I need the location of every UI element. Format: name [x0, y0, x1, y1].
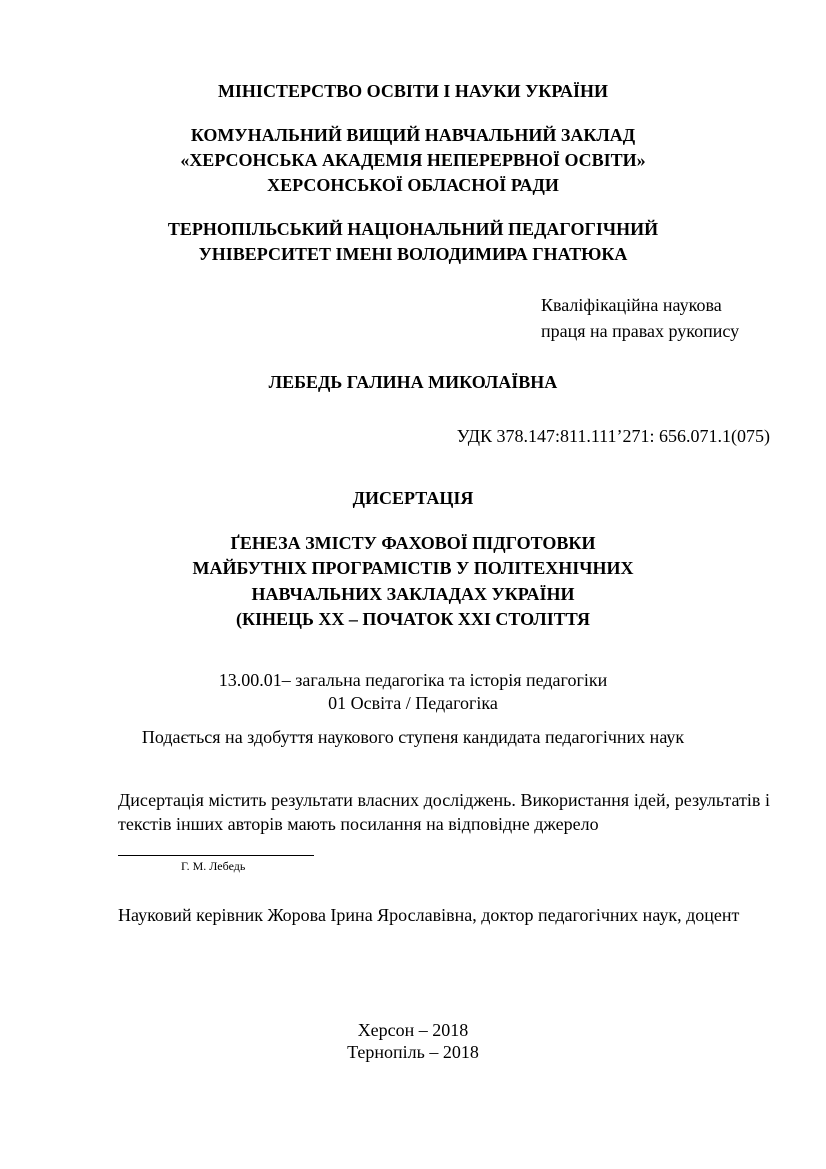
institution-1-line-3: ХЕРСОНСЬКОЇ ОБЛАСНОЇ РАДИ	[267, 175, 559, 195]
supervisor-info: Науковий керівник Жорова Ірина Ярославівна, доктор педагогічних наук, доцент	[118, 905, 740, 925]
manuscript-note-line-2: праця на правах рукопису	[541, 321, 740, 341]
institution-1-line-1: КОМУНАЛЬНИЙ ВИЩИЙ НАВЧАЛЬНИЙ ЗАКЛАД	[190, 125, 636, 145]
degree-statement: Подається на здобуття наукового ступеня кандидата педагогічних наук	[141, 727, 685, 747]
title-line-2: МАЙБУТНІХ ПРОГРАМІСТІВ У ПОЛІТЕХНІЧНИХ	[192, 558, 634, 578]
document-type: ДИСЕРТАЦІЯ	[352, 488, 474, 508]
signature-name: Г. М. Лебедь	[181, 859, 246, 873]
manuscript-note-line-1: Кваліфікаційна наукова	[541, 295, 722, 315]
footer-city-2: Тернопіль – 2018	[347, 1042, 479, 1062]
signature-line	[118, 855, 314, 856]
institution-2-line-1: ТЕРНОПІЛЬСЬКИЙ НАЦІОНАЛЬНИЙ ПЕДАГОГІЧНИЙ	[167, 219, 659, 239]
institution-2-line-2: УНІВЕРСИТЕТ ІМЕНІ ВОЛОДИМИРА ГНАТЮКА	[198, 244, 628, 264]
specialty-line-2: 01 Освіта / Педагогіка	[328, 693, 498, 713]
title-line-3: НАВЧАЛЬНИХ ЗАКЛАДАХ УКРАЇНИ	[251, 584, 575, 604]
institution-1-line-2: «ХЕРСОНСЬКА АКАДЕМІЯ НЕПЕРЕРВНОЇ ОСВІТИ»	[180, 150, 646, 170]
ministry-heading: МІНІСТЕРСТВО ОСВІТИ І НАУКИ УКРАЇНИ	[217, 81, 609, 101]
udk-code: УДК 378.147:811.111’271: 656.071.1(075)	[456, 426, 770, 446]
title-line-1: ҐЕНЕЗА ЗМІСТУ ФАХОВОЇ ПІДГОТОВКИ	[230, 533, 596, 553]
specialty-line-1: 13.00.01– загальна педагогіка та історія педагогіки	[218, 670, 608, 690]
author-name: ЛЕБЕДЬ ГАЛИНА МИКОЛАЇВНА	[268, 372, 558, 392]
originality-statement: Дисертація містить результати власних досліджень. Використання ідей, результатів і текстів інших авторів мають посилання на відповідне джерело	[118, 790, 770, 834]
footer-city-1: Херсон – 2018	[357, 1020, 469, 1040]
title-line-4: (КІНЕЦЬ ХХ – ПОЧАТОК ХХІ СТОЛІТТЯ	[235, 609, 591, 629]
